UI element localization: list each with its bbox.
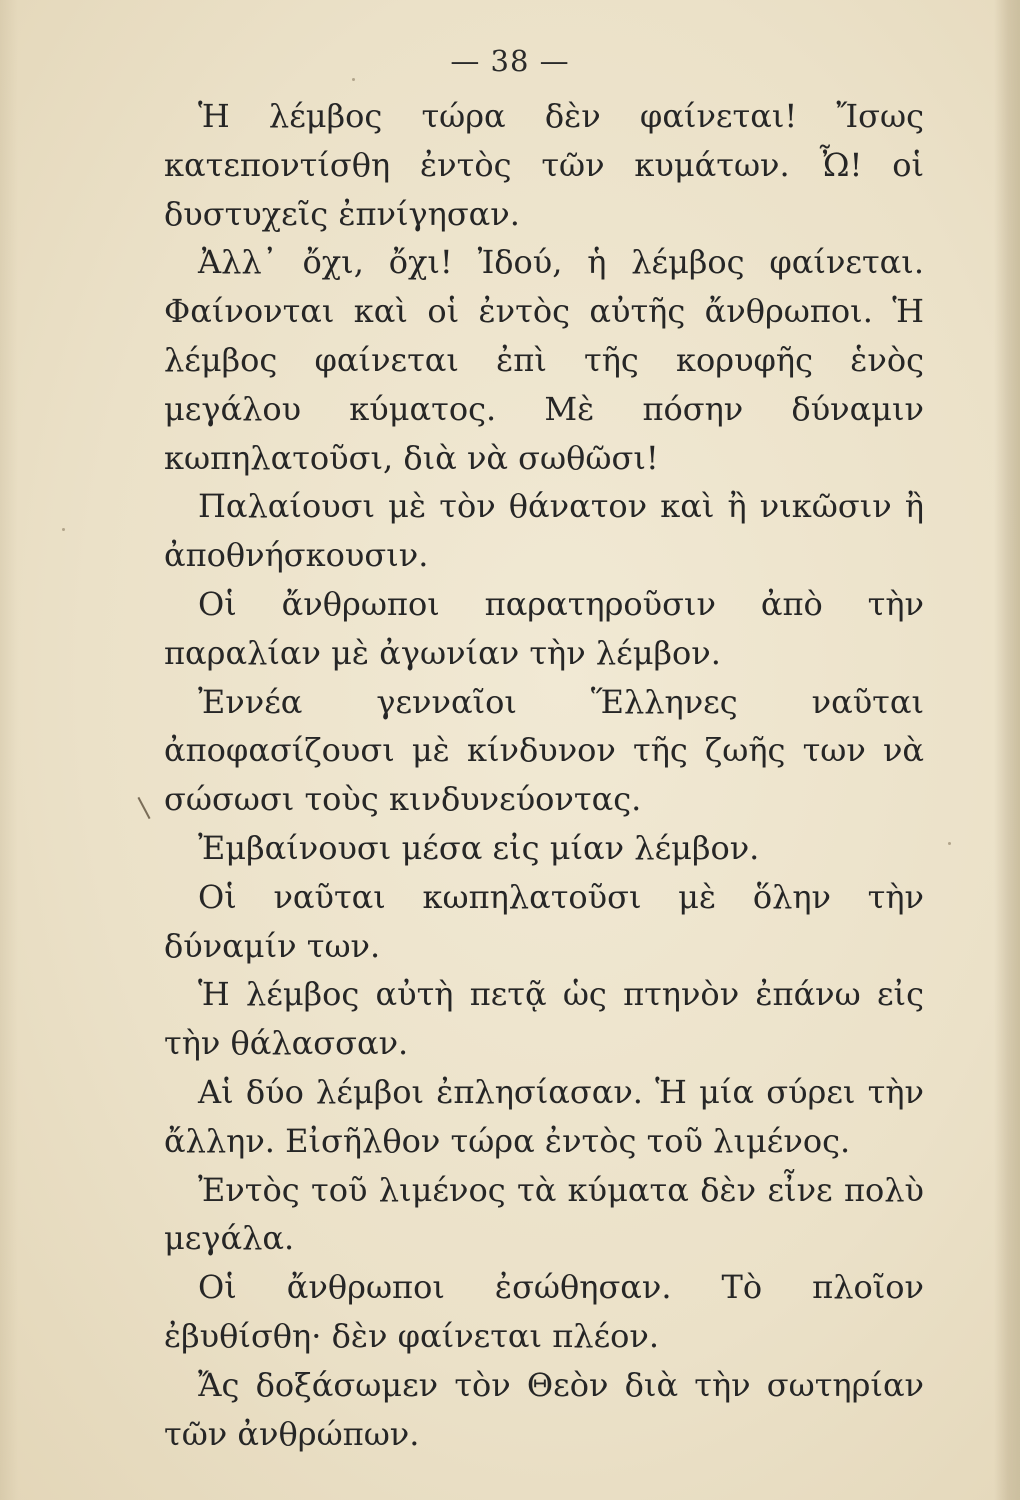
page-left-shadow (0, 0, 18, 1500)
paragraph: Παλαίουσι μὲ τὸν θάνατον καὶ ἢ νικῶσιν ἢ ἀποθνήσκουσιν. (164, 487, 924, 575)
body-text (164, 92, 924, 1458)
paper-speck (948, 842, 951, 845)
paragraph: Ἡ λέμβος τώρα δὲν φαίνεται! Ἴσως κατεποντίσθη ἐντὸς τῶν κυμάτων. Ὦ! οἱ δυστυχεῖς ἐπνίγησαν. (164, 97, 924, 233)
paper-speck (352, 78, 355, 81)
paragraph: Ἐννέα γενναῖοι Ἕλληνες ναῦται ἀποφασίζουσι μὲ κίνδυνον τῆς ζωῆς των νὰ σώσωσι τοὺς κινδυνεύοντας. (164, 682, 924, 819)
page-number: — 38 — (450, 44, 570, 78)
paper-speck (62, 528, 65, 531)
paragraph: Ἐντὸς τοῦ λιμένος τὰ κύματα δὲν εἶνε πολὺ μεγάλα. (164, 1170, 924, 1258)
paragraph: Ἐμβαίνουσι μέσα εἰς μίαν λέμβον. (198, 828, 760, 867)
paragraph: Ἀλλ᾽ ὄχι, ὄχι! Ἰδού, ἡ λέμβος φαίνεται. Φαίνονται καὶ οἱ ἐντὸς αὐτῆς ἄνθρωποι. Ἡ λέμβος φαίνεται ἐπὶ τῆς κορυφῆς ἑνὸς μεγάλου κύματος. Μὲ πόσην δύναμιν κωπηλατοῦσι, διὰ νὰ σωθῶσι! (164, 243, 924, 477)
paragraph: Αἱ δύο λέμβοι ἐπλησίασαν. Ἡ μία σύρει τὴν ἄλλην. Εἰσῆλθον τώρα ἐντὸς τοῦ λιμένος. (164, 1072, 924, 1160)
paragraph: Ἄς δοξάσωμεν τὸν Θεὸν διὰ τὴν σωτηρίαν τῶν ἀνθρώπων. (164, 1365, 924, 1453)
page-right-shadow (994, 0, 1020, 1500)
paragraph: Οἱ ἄνθρωποι ἐσώθησαν. Τὸ πλοῖον ἐβυθίσθη· δὲν φαίνεται πλέον. (164, 1268, 924, 1355)
margin-pencil-mark (137, 797, 150, 819)
paragraph: Ἡ λέμβος αὐτὴ πετᾷ ὡς πτηνὸν ἐπάνω εἰς τὴν θάλασσαν. (164, 975, 924, 1063)
paragraph: Οἱ ἄνθρωποι παρατηροῦσιν ἀπὸ τὴν παραλίαν μὲ ἀγωνίαν τὴν λέμβον. (164, 584, 924, 672)
paragraph: Οἱ ναῦται κωπηλατοῦσι μὲ ὅλην τὴν δύναμίν των. (164, 877, 924, 965)
